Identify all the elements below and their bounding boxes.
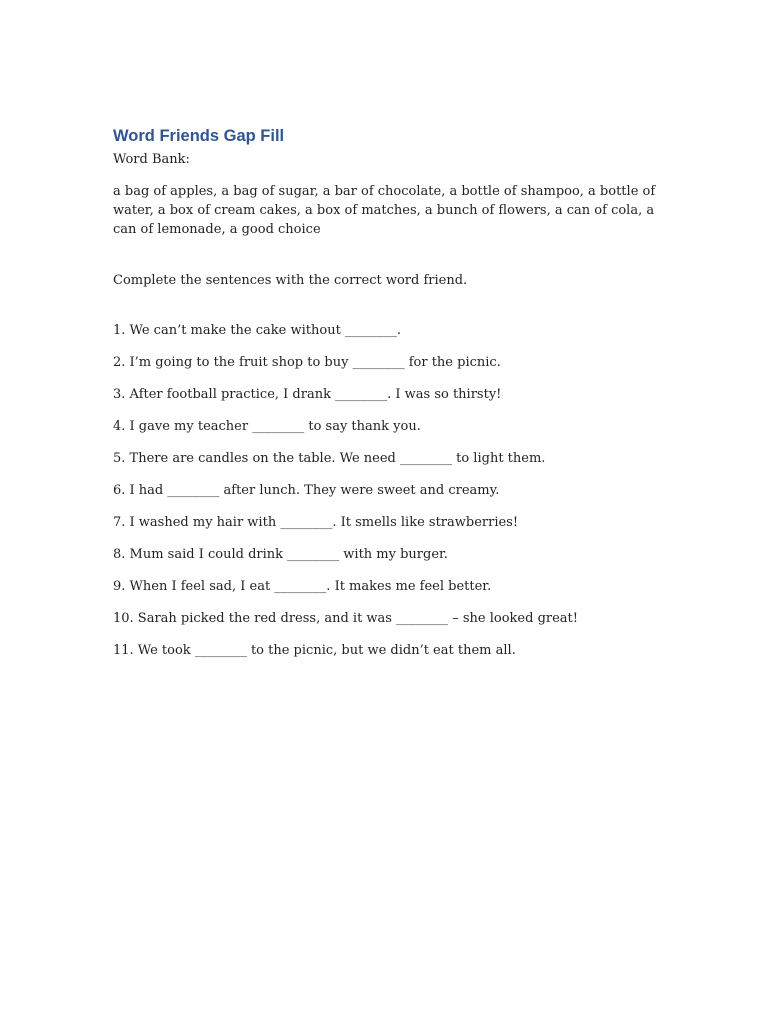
question-item: 4. I gave my teacher ________ to say thank you. — [113, 419, 421, 434]
question-item: 2. I’m going to the fruit shop to buy ________ for the picnic. — [113, 355, 501, 370]
question-list — [113, 321, 658, 660]
word-bank-label: Word Bank: — [113, 152, 190, 167]
question-item: 7. I washed my hair with ________. It smells like strawberries! — [113, 515, 519, 530]
question-item: 10. Sarah picked the red dress, and it was ________ – she looked great! — [113, 611, 579, 626]
question-item: 5. There are candles on the table. We need ________ to light them. — [113, 451, 546, 466]
question-item: 11. We took ________ to the picnic, but we didn’t eat them all. — [113, 643, 516, 658]
question-item: 3. After football practice, I drank ________. I was so thirsty! — [113, 387, 502, 402]
instructions: Complete the sentences with the correct word friend. — [113, 273, 468, 288]
question-item: 6. I had ________ after lunch. They were sweet and creamy. — [113, 483, 500, 498]
word-bank-text: a bag of apples, a bag of sugar, a bar of chocolate, a bottle of shampoo, a bottle of water, a box of cream cakes, a box of matches, a bunch of flowers, a can of cola, a can of lemonade, a good choice — [113, 184, 656, 237]
question-item: 9. When I feel sad, I eat ________. It makes me feel better. — [113, 579, 492, 594]
document-content — [113, 124, 658, 673]
question-item: 1. We can’t make the cake without ________. — [113, 323, 402, 338]
page-title: Word Friends Gap Fill — [113, 127, 285, 145]
question-item: 8. Mum said I could drink ________ with my burger. — [113, 547, 448, 562]
